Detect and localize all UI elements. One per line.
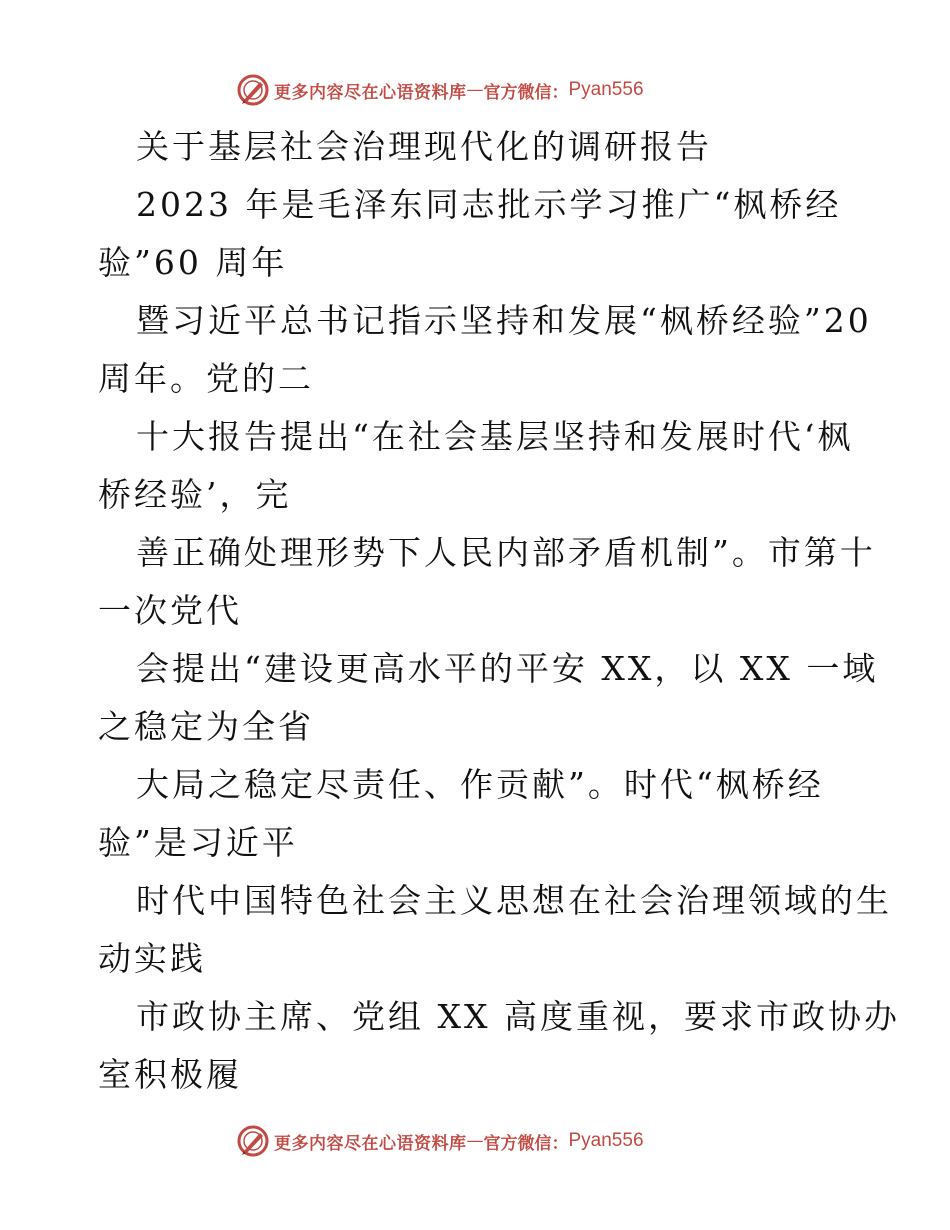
document-body bbox=[98, 118, 900, 1104]
banner-dash: — bbox=[466, 1131, 484, 1151]
document-line: 善正确处理形势下人民内部矛盾机制”。市第十 bbox=[136, 533, 876, 572]
banner-wechat-id: Pyan556 bbox=[568, 1130, 644, 1151]
banner-dash: — bbox=[466, 80, 484, 100]
document-line: 桥经验’，完 bbox=[98, 475, 292, 514]
document-line: 市政协主席、党组 XX 高度重视，要求市政协办 bbox=[136, 997, 900, 1036]
document-line: 2023 年是毛泽东同志批示学习推广“枫桥经 bbox=[136, 185, 842, 224]
document-line: 关于基层社会治理现代化的调研报告 bbox=[136, 127, 712, 166]
document-line: 时代中国特色社会主义思想在社会治理领域的生 bbox=[136, 881, 892, 920]
document-line: 暨习近平总书记指示坚持和发展“枫桥经验”20 bbox=[136, 301, 872, 340]
document-line: 之稳定为全省 bbox=[98, 707, 314, 746]
header-banner bbox=[236, 70, 644, 110]
document-line: 验”60 周年 bbox=[98, 243, 288, 282]
document-line: 周年。党的二 bbox=[98, 359, 314, 398]
pen-logo-icon bbox=[236, 73, 270, 107]
pen-logo-icon bbox=[236, 1124, 270, 1158]
banner-label: 官方微信： bbox=[483, 1133, 569, 1154]
document-line: 大局之稳定尽责任、作贡献”。时代“枫桥经 bbox=[136, 765, 824, 804]
document-line: 会提出“建设更高水平的平安 XX，以 XX 一域 bbox=[136, 649, 879, 688]
document-line: 室积极履 bbox=[98, 1055, 242, 1094]
banner-wechat-id: Pyan556 bbox=[568, 79, 644, 100]
banner-label: 官方微信： bbox=[483, 82, 569, 103]
document-line: 验”是习近平 bbox=[98, 823, 298, 862]
document-line: 动实践 bbox=[98, 939, 206, 978]
document-line: 一次党代 bbox=[98, 591, 242, 630]
banner-main-text: 更多内容尽在心语资料库 bbox=[274, 82, 467, 103]
banner-main-text: 更多内容尽在心语资料库 bbox=[274, 1133, 467, 1154]
footer-banner bbox=[236, 1121, 644, 1161]
document-line: 十大报告提出“在社会基层坚持和发展时代‘枫 bbox=[136, 417, 854, 456]
